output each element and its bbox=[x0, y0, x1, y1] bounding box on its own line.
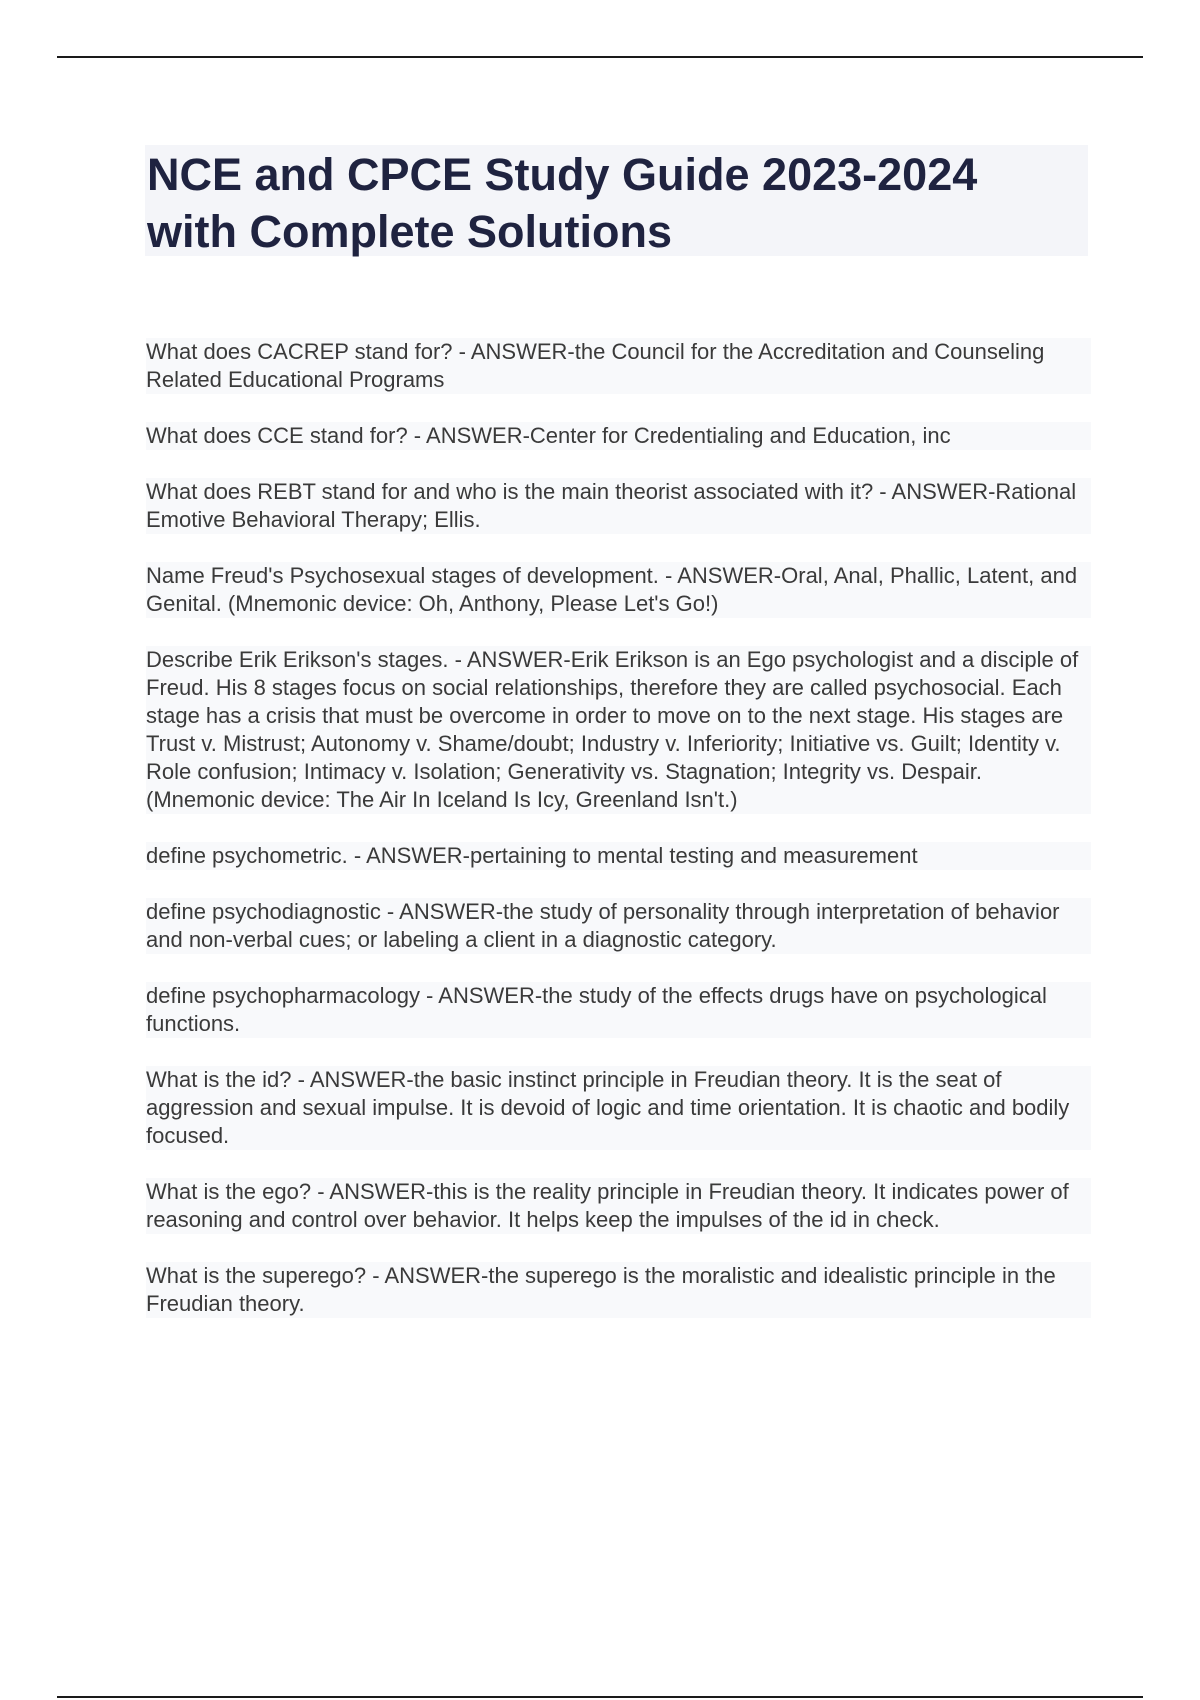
qa-item-cacrep: What does CACREP stand for? - ANSWER-the Council for the Accreditation and Counseling Related Educational Programs bbox=[146, 338, 1091, 394]
qa-item-psychopharmacology: define psychopharmacology - ANSWER-the study of the effects drugs have on psychological functions. bbox=[146, 982, 1091, 1038]
qa-item-cce: What does CCE stand for? - ANSWER-Center for Credentialing and Education, inc bbox=[146, 422, 1091, 450]
bottom-rule bbox=[57, 1696, 1143, 1698]
qa-item-rebt: What does REBT stand for and who is the main theorist associated with it? - ANSWER-Rational Emotive Behavioral Therapy; Ellis. bbox=[146, 478, 1091, 534]
qa-item-psychodiagnostic: define psychodiagnostic - ANSWER-the study of personality through interpretation of behavior and non-verbal cues; or labeling a client in a diagnostic category. bbox=[146, 898, 1091, 954]
qa-item-freud-stages: Name Freud's Psychosexual stages of development. - ANSWER-Oral, Anal, Phallic, Latent, and Genital. (Mnemonic device: Oh, Anthony, Please Let's Go!) bbox=[146, 562, 1091, 618]
qa-list bbox=[146, 338, 1091, 1346]
title-line-2: with Complete Solutions bbox=[147, 206, 672, 257]
qa-item-id: What is the id? - ANSWER-the basic instinct principle in Freudian theory. It is the seat of aggression and sexual impulse. It is devoid of logic and time orientation. It is chaotic and bodily focused. bbox=[146, 1066, 1091, 1150]
title-block bbox=[145, 145, 1088, 256]
qa-item-ego: What is the ego? - ANSWER-this is the reality principle in Freudian theory. It indicates power of reasoning and control over behavior. It helps keep the impulses of the id in check. bbox=[146, 1178, 1091, 1234]
qa-item-psychometric: define psychometric. - ANSWER-pertaining to mental testing and measurement bbox=[146, 842, 1091, 870]
top-rule bbox=[57, 56, 1143, 58]
document-title bbox=[147, 145, 1088, 260]
qa-item-superego: What is the superego? - ANSWER-the superego is the moralistic and idealistic principle in the Freudian theory. bbox=[146, 1262, 1091, 1318]
title-line-1: NCE and CPCE Study Guide 2023-2024 bbox=[147, 149, 978, 200]
qa-item-erikson-stages: Describe Erik Erikson's stages. - ANSWER-Erik Erikson is an Ego psychologist and a disciple of Freud. His 8 stages focus on social relationships, therefore they are called psychosocial. Each stage has a crisis that must be overcome in order to move on to the next stage. His stages are Trust v. Mistrust; Autonomy v. Shame/doubt; Industry v. Inferiority; Initiative vs. Guilt; Identity v. Role confusion; Intimacy v. Isolation; Generativity vs. Stagnation; Integrity vs. Despair. (Mnemonic device: The Air In Iceland Is Icy, Greenland Isn't.) bbox=[146, 646, 1091, 814]
